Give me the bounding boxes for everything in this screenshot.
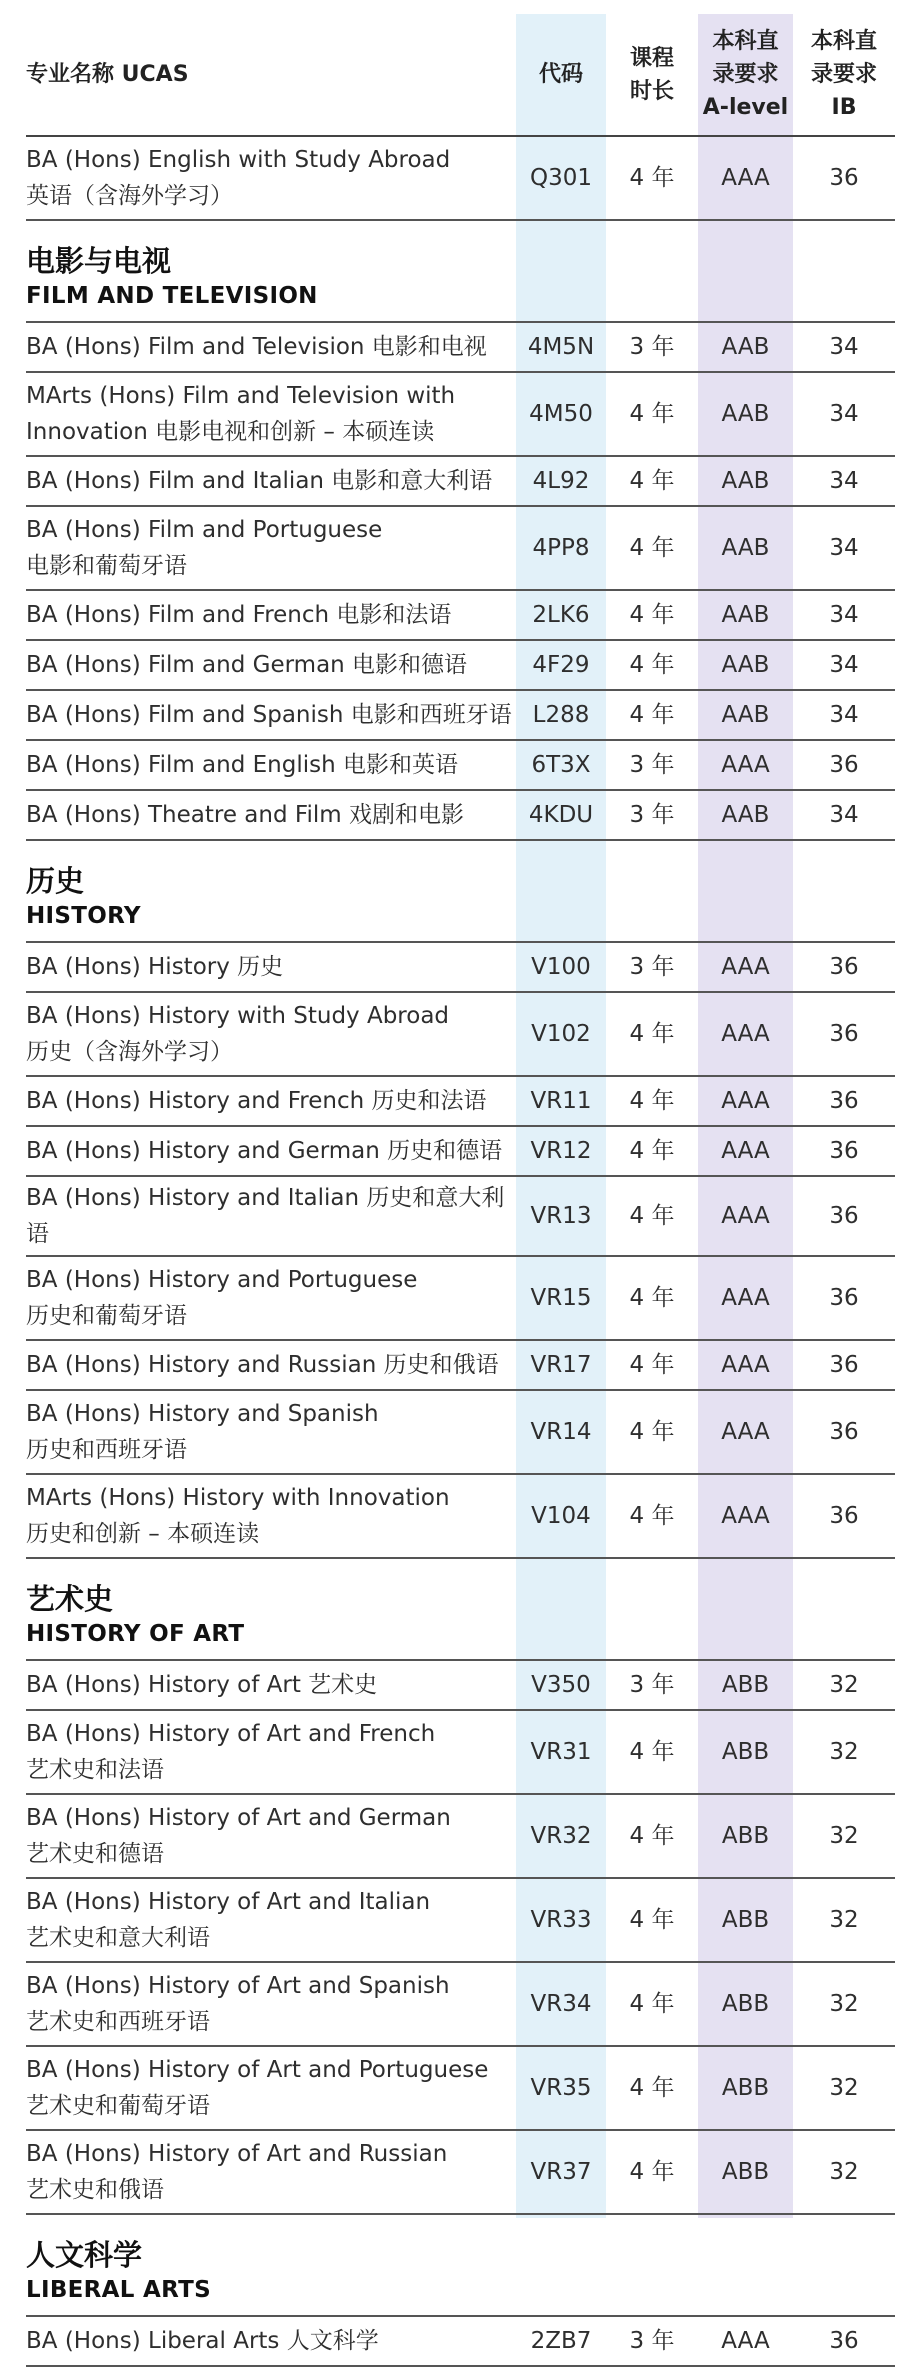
ib-requirement: 36 (793, 136, 895, 220)
course-duration: 4 年 (606, 640, 698, 690)
course-code: L288 (516, 690, 606, 740)
course-name-line: 艺术史和法语 (26, 1757, 164, 1783)
course-code: VR15 (516, 1256, 606, 1340)
header-ib: 本科直 录要求 IB (793, 14, 895, 136)
table-row (26, 1962, 895, 2046)
course-code: 2LK6 (516, 590, 606, 640)
course-name-cell (26, 1390, 516, 1474)
course-code: VR12 (516, 1126, 606, 1176)
course-name-line: BA (Hons) Film and Italian 电影和意大利语 (26, 468, 493, 494)
course-name-line: 历史和西班牙语 (26, 1437, 187, 1463)
ib-requirement: 32 (793, 1794, 895, 1878)
course-code: 4PP8 (516, 506, 606, 590)
course-name-line: Innovation 电影电视和创新 – 本硕连读 (26, 419, 435, 445)
alevel-requirement: AAA (698, 942, 793, 992)
course-name-line: BA (Hons) History and Spanish (26, 1401, 379, 1427)
course-name-cell (26, 1076, 516, 1126)
course-name-line: BA (Hons) Film and Television 电影和电视 (26, 334, 487, 360)
table-row (26, 2046, 895, 2130)
course-duration: 4 年 (606, 2130, 698, 2214)
course-code: 4M5N (516, 322, 606, 372)
alevel-requirement: AAB (698, 590, 793, 640)
table-row (26, 992, 895, 1076)
ib-requirement: 36 (793, 1076, 895, 1126)
course-name-cell (26, 506, 516, 590)
course-name-line: BA (Hons) Film and Spanish 电影和西班牙语 (26, 702, 512, 728)
course-name-line: 历史（含海外学习） (26, 1039, 233, 1065)
course-code: V102 (516, 992, 606, 1076)
section-heading-row (26, 2214, 895, 2316)
ib-requirement: 34 (793, 322, 895, 372)
course-name-line: 艺术史和西班牙语 (26, 2009, 210, 2035)
alevel-requirement: ABB (698, 2046, 793, 2130)
course-code: 6T3X (516, 740, 606, 790)
table-row (26, 372, 895, 456)
course-duration: 4 年 (606, 136, 698, 220)
course-name-line: BA (Hons) History of Art and Russian (26, 2141, 448, 2167)
course-name-line: BA (Hons) History and French 历史和法语 (26, 1088, 487, 1114)
header-code: 代码 (516, 14, 606, 136)
section-title-cn: 艺术史 (26, 1582, 114, 1616)
table-row (26, 136, 895, 220)
course-duration: 3 年 (606, 322, 698, 372)
course-name-line: BA (Hons) English with Study Abroad (26, 147, 451, 173)
table-header-row (26, 14, 895, 136)
section-heading (26, 2214, 895, 2316)
alevel-requirement: AAB (698, 372, 793, 456)
course-duration: 4 年 (606, 590, 698, 640)
ib-requirement: 32 (793, 1962, 895, 2046)
alevel-requirement: AAB (698, 506, 793, 590)
course-name-line: MArts (Hons) Film and Television with (26, 383, 456, 409)
course-name-line: BA (Hons) History and Russian 历史和俄语 (26, 1352, 499, 1378)
course-duration: 3 年 (606, 942, 698, 992)
section-heading (26, 840, 895, 942)
course-name-cell (26, 1126, 516, 1176)
course-code: 4F29 (516, 640, 606, 690)
course-code: VR17 (516, 1340, 606, 1390)
table-row (26, 690, 895, 740)
course-name-line: BA (Hons) History of Art and German (26, 1805, 451, 1831)
course-name-line: BA (Hons) History of Art and French (26, 1721, 436, 1747)
course-code: 4L92 (516, 456, 606, 506)
table-body (26, 136, 895, 2366)
table-row (26, 1126, 895, 1176)
alevel-requirement: AAB (698, 690, 793, 740)
course-name-cell (26, 1962, 516, 2046)
ib-requirement: 36 (793, 992, 895, 1076)
course-duration: 4 年 (606, 1794, 698, 1878)
course-code: V104 (516, 1474, 606, 1558)
course-name-cell (26, 740, 516, 790)
course-name-line: 艺术史和葡萄牙语 (26, 2093, 210, 2119)
course-name-cell (26, 1794, 516, 1878)
course-duration: 4 年 (606, 690, 698, 740)
course-duration: 4 年 (606, 1474, 698, 1558)
course-table (26, 14, 895, 2367)
table-row (26, 640, 895, 690)
course-name-cell (26, 790, 516, 840)
course-duration: 3 年 (606, 1660, 698, 1710)
course-name-line: BA (Hons) Film and French 电影和法语 (26, 602, 452, 628)
course-code: VR31 (516, 1710, 606, 1794)
course-name-line: BA (Hons) History of Art 艺术史 (26, 1672, 378, 1698)
course-name-line: BA (Hons) Liberal Arts 人文科学 (26, 2328, 379, 2354)
course-duration: 3 年 (606, 740, 698, 790)
ib-requirement: 34 (793, 590, 895, 640)
section-heading-row (26, 1558, 895, 1660)
course-code: 4M50 (516, 372, 606, 456)
alevel-requirement: ABB (698, 1962, 793, 2046)
course-duration: 3 年 (606, 2316, 698, 2366)
alevel-requirement: AAB (698, 322, 793, 372)
alevel-requirement: ABB (698, 1660, 793, 1710)
table-row (26, 1710, 895, 1794)
course-name-line: BA (Hons) History of Art and Italian (26, 1889, 431, 1915)
course-name-cell (26, 1660, 516, 1710)
course-name-cell (26, 942, 516, 992)
header-duration: 课程 时长 (606, 14, 698, 136)
section-heading-row (26, 220, 895, 322)
section-heading-row (26, 840, 895, 942)
table-row (26, 1390, 895, 1474)
course-name-line: 艺术史和俄语 (26, 2177, 164, 2203)
table-row (26, 322, 895, 372)
course-code: Q301 (516, 136, 606, 220)
course-name-line: BA (Hons) Film and English 电影和英语 (26, 752, 459, 778)
course-name-line: BA (Hons) History and Portuguese (26, 1267, 418, 1293)
course-duration: 4 年 (606, 1340, 698, 1390)
table-row (26, 740, 895, 790)
course-code: VR33 (516, 1878, 606, 1962)
header-course-name: 专业名称 UCAS (26, 14, 516, 136)
section-title-cn: 人文科学 (26, 2238, 143, 2272)
table-row (26, 790, 895, 840)
course-duration: 4 年 (606, 1710, 698, 1794)
course-name-cell (26, 136, 516, 220)
ib-requirement: 32 (793, 2130, 895, 2214)
table-row (26, 1474, 895, 1558)
course-code: VR11 (516, 1076, 606, 1126)
ib-requirement: 36 (793, 2316, 895, 2366)
course-code: 4KDU (516, 790, 606, 840)
course-name-cell (26, 992, 516, 1076)
course-name-line: 历史和葡萄牙语 (26, 1303, 187, 1329)
ib-requirement: 32 (793, 1878, 895, 1962)
alevel-requirement: AAA (698, 1474, 793, 1558)
section-title-en: FILM AND TELEVISION (26, 283, 318, 309)
alevel-requirement: AAA (698, 740, 793, 790)
ib-requirement: 32 (793, 2046, 895, 2130)
alevel-requirement: AAA (698, 136, 793, 220)
course-duration: 4 年 (606, 1076, 698, 1126)
course-name-line: BA (Hons) History 历史 (26, 954, 284, 980)
course-duration: 4 年 (606, 1878, 698, 1962)
alevel-requirement: AAA (698, 2316, 793, 2366)
table-row (26, 2130, 895, 2214)
course-code: V100 (516, 942, 606, 992)
course-duration: 4 年 (606, 372, 698, 456)
alevel-requirement: ABB (698, 1878, 793, 1962)
course-name-line: 电影和葡萄牙语 (26, 553, 187, 579)
course-code: 2ZB7 (516, 2316, 606, 2366)
alevel-requirement: AAA (698, 1340, 793, 1390)
course-name-line: 英语（含海外学习） (26, 183, 233, 209)
course-name-cell (26, 2046, 516, 2130)
course-name-cell (26, 1256, 516, 1340)
ib-requirement: 36 (793, 1126, 895, 1176)
ib-requirement: 36 (793, 1176, 895, 1256)
table-row (26, 1660, 895, 1710)
ib-requirement: 34 (793, 372, 895, 456)
course-duration: 4 年 (606, 1126, 698, 1176)
course-name-line: 历史和创新 – 本硕连读 (26, 1521, 260, 1547)
section-title-en: HISTORY (26, 903, 141, 929)
course-code: VR35 (516, 2046, 606, 2130)
header-alevel: 本科直 录要求 A-level (698, 14, 793, 136)
alevel-requirement: AAA (698, 1126, 793, 1176)
course-name-cell (26, 640, 516, 690)
ib-requirement: 36 (793, 1474, 895, 1558)
ib-requirement: 32 (793, 1710, 895, 1794)
ib-requirement: 36 (793, 1340, 895, 1390)
section-title-en: LIBERAL ARTS (26, 2277, 211, 2303)
alevel-requirement: AAA (698, 992, 793, 1076)
ib-requirement: 36 (793, 1256, 895, 1340)
course-name-cell (26, 690, 516, 740)
course-duration: 4 年 (606, 1962, 698, 2046)
ib-requirement: 34 (793, 640, 895, 690)
course-code: VR32 (516, 1794, 606, 1878)
course-name-line: BA (Hons) Theatre and Film 戏剧和电影 (26, 802, 464, 828)
section-title-cn: 历史 (26, 864, 85, 898)
course-duration: 4 年 (606, 992, 698, 1076)
course-duration: 4 年 (606, 506, 698, 590)
course-name-line: BA (Hons) Film and Portuguese (26, 517, 383, 543)
course-code: VR14 (516, 1390, 606, 1474)
alevel-requirement: AAA (698, 1256, 793, 1340)
ib-requirement: 36 (793, 942, 895, 992)
course-name-line: BA (Hons) History and Italian 历史和意大利语 (26, 1185, 505, 1247)
table-row (26, 1340, 895, 1390)
ib-requirement: 34 (793, 506, 895, 590)
section-heading (26, 220, 895, 322)
alevel-requirement: AAA (698, 1390, 793, 1474)
course-name-cell (26, 590, 516, 640)
section-heading (26, 1558, 895, 1660)
course-name-cell (26, 1474, 516, 1558)
ib-requirement: 34 (793, 690, 895, 740)
ib-requirement: 34 (793, 790, 895, 840)
course-name-cell (26, 1878, 516, 1962)
ib-requirement: 36 (793, 740, 895, 790)
course-name-cell (26, 1710, 516, 1794)
course-duration: 4 年 (606, 1256, 698, 1340)
course-duration: 4 年 (606, 2046, 698, 2130)
table-row (26, 1794, 895, 1878)
alevel-requirement: AAA (698, 1076, 793, 1126)
table-row (26, 590, 895, 640)
alevel-requirement: AAB (698, 640, 793, 690)
table-row (26, 942, 895, 992)
table-row (26, 1256, 895, 1340)
table-row (26, 1878, 895, 1962)
course-code: V350 (516, 1660, 606, 1710)
course-name-cell (26, 456, 516, 506)
alevel-requirement: AAB (698, 456, 793, 506)
course-name-cell (26, 1176, 516, 1256)
section-title-cn: 电影与电视 (26, 244, 172, 278)
alevel-requirement: ABB (698, 2130, 793, 2214)
table-row (26, 506, 895, 590)
course-duration: 4 年 (606, 1390, 698, 1474)
course-duration: 4 年 (606, 1176, 698, 1256)
section-title-en: HISTORY OF ART (26, 1621, 245, 1647)
course-name-cell (26, 2316, 516, 2366)
course-name-line: BA (Hons) History of Art and Spanish (26, 1973, 450, 1999)
alevel-requirement: ABB (698, 1710, 793, 1794)
course-name-line: BA (Hons) Film and German 电影和德语 (26, 652, 468, 678)
course-code: VR34 (516, 1962, 606, 2046)
table-row (26, 1076, 895, 1126)
course-name-line: 艺术史和意大利语 (26, 1925, 210, 1951)
course-name-line: 艺术史和德语 (26, 1841, 164, 1867)
course-duration: 4 年 (606, 456, 698, 506)
course-code: VR13 (516, 1176, 606, 1256)
course-name-line: MArts (Hons) History with Innovation (26, 1485, 450, 1511)
course-name-cell (26, 1340, 516, 1390)
alevel-requirement: ABB (698, 1794, 793, 1878)
alevel-requirement: AAB (698, 790, 793, 840)
course-name-line: BA (Hons) History with Study Abroad (26, 1003, 450, 1029)
table-row (26, 2316, 895, 2366)
ib-requirement: 36 (793, 1390, 895, 1474)
course-name-line: BA (Hons) History of Art and Portuguese (26, 2057, 489, 2083)
course-name-line: BA (Hons) History and German 历史和德语 (26, 1138, 503, 1164)
ib-requirement: 34 (793, 456, 895, 506)
course-code: VR37 (516, 2130, 606, 2214)
course-name-cell (26, 322, 516, 372)
table-row (26, 456, 895, 506)
table-row (26, 1176, 895, 1256)
ib-requirement: 32 (793, 1660, 895, 1710)
course-name-cell (26, 372, 516, 456)
course-name-cell (26, 2130, 516, 2214)
alevel-requirement: AAA (698, 1176, 793, 1256)
course-duration: 3 年 (606, 790, 698, 840)
